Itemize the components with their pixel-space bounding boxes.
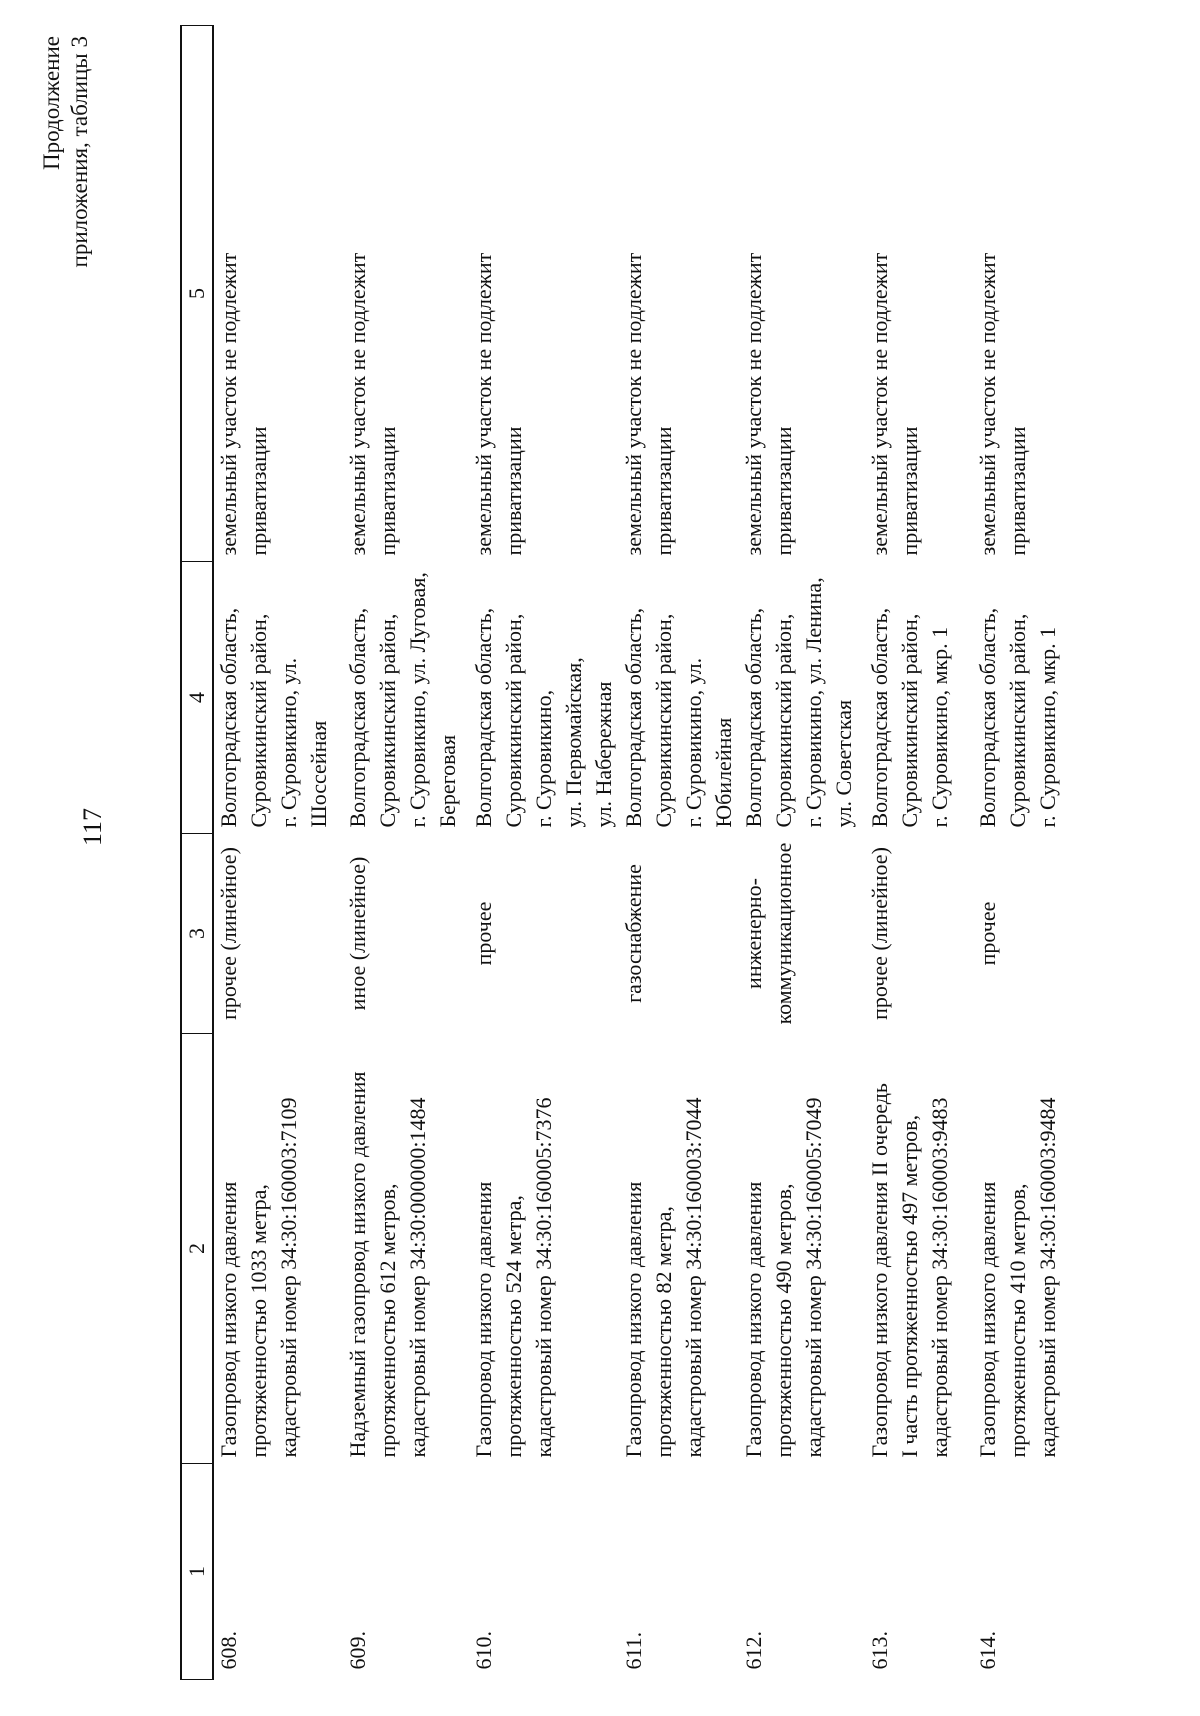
row-number: 610. bbox=[471, 1631, 496, 1670]
object-purpose: иное (линейное) bbox=[345, 856, 370, 1011]
row-number: 614. bbox=[975, 1631, 1000, 1670]
object-purpose: прочее (линейное) bbox=[216, 847, 241, 1020]
object-name: Газопровод низкого давления II очередь I часть протяженностью 497 метров, кадастровый номер 34:30:160003:9483 bbox=[867, 1083, 952, 1458]
object-name: Газопровод низкого давления протяженностью 82 метра, кадастровый номер 34:30:160003:7044 bbox=[621, 1097, 706, 1458]
column-number-4: 4 bbox=[181, 562, 213, 834]
table-row bbox=[469, 26, 619, 1680]
row-number: 609. bbox=[345, 1631, 370, 1670]
privatization-note: земельный участок не подлежит приватизации bbox=[345, 252, 400, 556]
object-purpose: прочее bbox=[471, 901, 496, 966]
page-number: 117 bbox=[78, 807, 107, 846]
object-address: Волгоградская область, Суровикинский район, г. Суровикино, мкр. 1 bbox=[867, 607, 952, 828]
privatization-note: земельный участок не подлежит приватизации bbox=[216, 252, 271, 556]
table-row bbox=[343, 26, 469, 1680]
continuation-note: Продолжение приложения, таблицы 3 bbox=[39, 36, 92, 268]
column-number-5: 5 bbox=[181, 26, 213, 562]
object-address: Волгоградская область, Суровикинский район, г. Суровикино, ул. Ленина, ул. Советская bbox=[741, 577, 856, 828]
object-name: Газопровод низкого давления протяженностью 490 метров, кадастровый номер 34:30:160005:7049 bbox=[741, 1097, 826, 1458]
object-address: Волгоградская область, Суровикинский район, г. Суровикино, ул. Юбилейная bbox=[621, 607, 736, 828]
object-name: Газопровод низкого давления протяженностью 410 метров, кадастровый номер 34:30:160003:9484 bbox=[975, 1097, 1060, 1458]
row-number: 608. bbox=[216, 1631, 241, 1670]
registry-table bbox=[180, 25, 1079, 1680]
row-number: 613. bbox=[867, 1631, 892, 1670]
row-number: 612. bbox=[741, 1631, 766, 1670]
object-name: Надземный газопровод низкого давления протяженностью 612 метров, кадастровый номер 34:30:000000:1484 bbox=[345, 1071, 430, 1458]
column-number-1: 1 bbox=[181, 1464, 213, 1680]
object-purpose: газоснабжение bbox=[621, 864, 646, 1003]
object-purpose: прочее (линейное) bbox=[867, 847, 892, 1020]
object-purpose: инженерно- коммуникационное bbox=[741, 842, 796, 1025]
privatization-note: земельный участок не подлежит приватизации bbox=[741, 252, 796, 556]
object-name: Газопровод низкого давления протяженностью 1033 метра, кадастровый номер 34:30:160003:7109 bbox=[216, 1097, 301, 1458]
column-number-2: 2 bbox=[181, 1034, 213, 1464]
object-address: Волгоградская область, Суровикинский район, г. Суровикино, мкр. 1 bbox=[975, 607, 1060, 828]
privatization-note: земельный участок не подлежит приватизации bbox=[471, 252, 526, 556]
object-name: Газопровод низкого давления протяженностью 524 метра, кадастровый номер 34:30:160005:7376 bbox=[471, 1097, 556, 1458]
object-address: Волгоградская область, Суровикинский район, г. Суровикино, ул. Первомайская, ул. Набережная bbox=[471, 607, 616, 828]
privatization-note: земельный участок не подлежит приватизации bbox=[867, 252, 922, 556]
table-row bbox=[973, 26, 1079, 1680]
table-body bbox=[213, 26, 1079, 1680]
privatization-note: земельный участок не подлежит приватизации bbox=[621, 252, 676, 556]
privatization-note: земельный участок не подлежит приватизации bbox=[975, 252, 1030, 556]
table-row bbox=[739, 26, 865, 1680]
row-number: 611. bbox=[621, 1631, 646, 1670]
table-header-row bbox=[181, 26, 213, 1680]
object-address: Волгоградская область, Суровикинский район, г. Суровикино, ул. Луговая, Береговая bbox=[345, 572, 460, 828]
column-number-3: 3 bbox=[181, 834, 213, 1034]
table-row bbox=[619, 26, 739, 1680]
table-row bbox=[865, 26, 973, 1680]
table-row bbox=[213, 26, 343, 1680]
object-address: Волгоградская область, Суровикинский район, г. Суровикино, ул. Шоссейная bbox=[216, 607, 331, 828]
object-purpose: прочее bbox=[975, 901, 1000, 966]
